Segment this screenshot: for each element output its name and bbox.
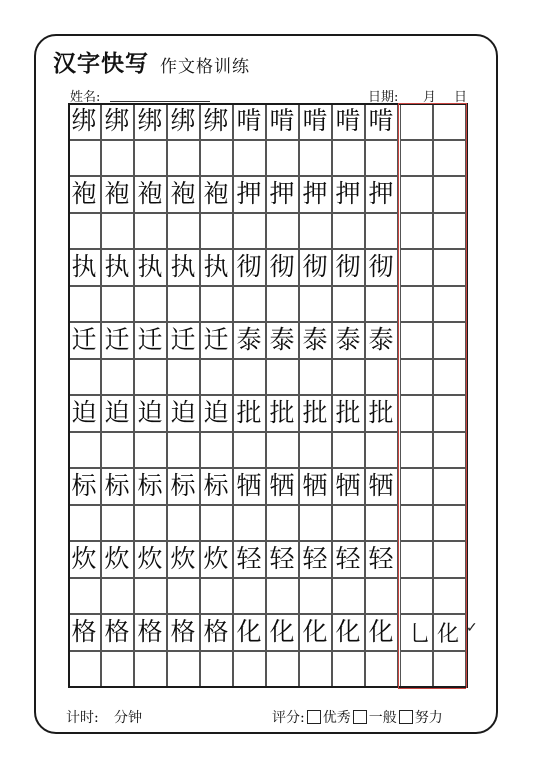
practice-character: 炊 (71, 544, 97, 573)
practice-character: 袍 (104, 179, 130, 208)
practice-character: 轻 (302, 544, 328, 573)
practice-character: 标 (137, 471, 163, 500)
red-divider-left (398, 103, 399, 688)
day-label: 日 (454, 90, 468, 105)
practice-character: 绑 (203, 106, 229, 135)
practice-character: 格 (71, 617, 97, 646)
practice-character: 彻 (368, 252, 394, 281)
practice-character: 标 (71, 471, 97, 500)
practice-character: 批 (368, 398, 394, 427)
name-field[interactable] (110, 101, 210, 102)
practice-character: 迁 (137, 325, 163, 354)
practice-character: 押 (302, 179, 328, 208)
practice-character: 格 (137, 617, 163, 646)
minutes-label: 分钟 (114, 710, 142, 726)
practice-character: 啃 (302, 106, 328, 135)
worksheet-title: 汉字快写 (53, 51, 149, 77)
practice-character: 袍 (203, 179, 229, 208)
practice-character: 格 (203, 617, 229, 646)
practice-character: 泰 (302, 325, 328, 354)
practice-character: 袍 (137, 179, 163, 208)
practice-character: 迫 (71, 398, 97, 427)
practice-character: 迁 (203, 325, 229, 354)
practice-character: 批 (302, 398, 328, 427)
red-divider-bottom (398, 688, 466, 689)
practice-character: 牺 (302, 471, 328, 500)
practice-character: 泰 (368, 325, 394, 354)
practice-character: 迫 (170, 398, 196, 427)
score-checkbox-effort[interactable] (399, 710, 413, 724)
practice-character: 批 (335, 398, 361, 427)
practice-character: 牺 (236, 471, 262, 500)
practice-character: 绑 (104, 106, 130, 135)
score-option-effort: 努力 (414, 710, 443, 726)
check-mark: ✓ (466, 620, 478, 636)
practice-character: 押 (236, 179, 262, 208)
month-label: 月 (423, 90, 437, 105)
score-option-average: 一般 (368, 710, 397, 726)
practice-character: 执 (71, 252, 97, 281)
practice-character: 牺 (335, 471, 361, 500)
practice-character: 执 (104, 252, 130, 281)
score-section (272, 707, 443, 727)
practice-character: 迫 (203, 398, 229, 427)
practice-character: 押 (368, 179, 394, 208)
grid-border (68, 103, 468, 688)
practice-character: 批 (269, 398, 295, 427)
practice-character: 彻 (302, 252, 328, 281)
practice-character: 彻 (269, 252, 295, 281)
practice-character: 批 (236, 398, 262, 427)
practice-character: 炊 (137, 544, 163, 573)
date-label: 日期: (368, 90, 399, 105)
practice-character: 化 (302, 617, 328, 646)
practice-character: 袍 (71, 179, 97, 208)
practice-character: 标 (203, 471, 229, 500)
practice-character: 格 (170, 617, 196, 646)
timer-label: 计时: (66, 710, 99, 726)
name-label: 姓名: (70, 90, 101, 105)
practice-character: 押 (269, 179, 295, 208)
practice-character: 牺 (368, 471, 394, 500)
practice-character: 泰 (269, 325, 295, 354)
red-divider-right (466, 103, 467, 688)
practice-character: 轻 (236, 544, 262, 573)
practice-character: 标 (170, 471, 196, 500)
score-checkbox-average[interactable] (353, 710, 367, 724)
practice-character: 绑 (170, 106, 196, 135)
practice-character: 化 (335, 617, 361, 646)
practice-character: 牺 (269, 471, 295, 500)
practice-character: 迫 (104, 398, 130, 427)
score-label: 评分: (272, 710, 305, 726)
practice-character: 格 (104, 617, 130, 646)
practice-character: 炊 (104, 544, 130, 573)
practice-character: 轻 (335, 544, 361, 573)
practice-character: 泰 (236, 325, 262, 354)
practice-character: 迁 (170, 325, 196, 354)
review-mark-2: 化 (437, 622, 460, 647)
practice-character: 啃 (335, 106, 361, 135)
practice-character: 轻 (368, 544, 394, 573)
practice-character: 轻 (269, 544, 295, 573)
practice-character: 啃 (269, 106, 295, 135)
practice-character: 执 (203, 252, 229, 281)
red-divider-top (398, 103, 466, 104)
practice-character: 绑 (71, 106, 97, 135)
practice-character: 啃 (368, 106, 394, 135)
practice-character: 化 (236, 617, 262, 646)
practice-character: 执 (137, 252, 163, 281)
practice-character: 炊 (170, 544, 196, 573)
practice-character: 啃 (236, 106, 262, 135)
practice-character: 炊 (203, 544, 229, 573)
practice-character: 彻 (236, 252, 262, 281)
practice-character: 彻 (335, 252, 361, 281)
practice-character: 押 (335, 179, 361, 208)
score-option-excellent: 优秀 (322, 710, 351, 726)
practice-character: 迫 (137, 398, 163, 427)
review-mark-1: 乚 (409, 622, 432, 647)
practice-character: 袍 (170, 179, 196, 208)
practice-character: 化 (368, 617, 394, 646)
score-checkbox-excellent[interactable] (307, 710, 321, 724)
practice-character: 迁 (104, 325, 130, 354)
practice-character: 绑 (137, 106, 163, 135)
worksheet-subtitle: 作文格训练 (160, 57, 250, 77)
practice-character: 执 (170, 252, 196, 281)
practice-character: 化 (269, 617, 295, 646)
practice-character: 标 (104, 471, 130, 500)
practice-character: 泰 (335, 325, 361, 354)
practice-character: 迁 (71, 325, 97, 354)
